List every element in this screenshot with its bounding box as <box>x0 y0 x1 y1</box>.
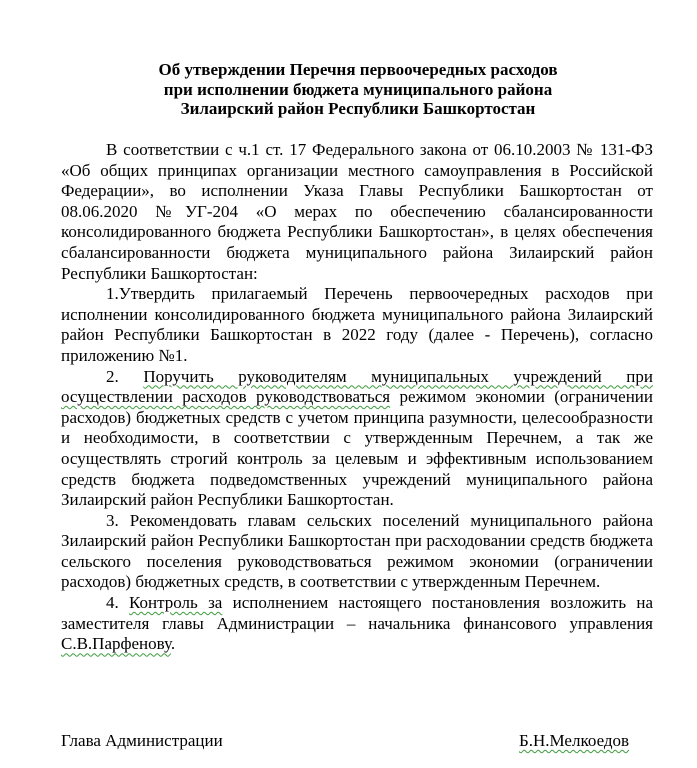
title-line-3: Зилаирский район Республики Башкортостан <box>180 99 536 118</box>
paragraph-2-number: 2. <box>106 366 144 386</box>
paragraph-1: 1.Утвердить прилагаемый Перечень первоочередных расходов при исполнении консолидированного бюджета муниципального района Зилаирский район Республики Башкортостан в 2022 году (далее - Перечень), согласно приложению №1. <box>61 284 653 365</box>
paragraph-intro: В соответствии с ч.1 ст. 17 Федерального закона от 06.10.2003 № 131-ФЗ «Об общих принципах организации местного самоуправления в Российской Федерации», во исполнении Указа Главы Республики Башкортостан от 08.06.2020 №УГ-204 «О мерах по обеспечению сбалансированности консолидированного бюджета Республики Башкортостан», в целях обеспечения сбалансированности бюджета муниципального района Зилаирский район Республики Башкортостан: <box>61 140 653 283</box>
title-line-1: Об утверждении Перечня первоочередных расходов <box>158 60 558 79</box>
paragraph-4-text: исполнением настоящего постановления возложить на заместителя главы Администрации – начальника финансового управления <box>61 593 654 633</box>
signature-position: Глава Администрации <box>61 731 223 750</box>
document-body <box>61 140 653 655</box>
title-line-2: при исполнении бюджета муниципального района <box>163 79 553 99</box>
spelling-marked-text: С.В.Парфенову <box>61 634 171 654</box>
signature-name: Б.Н.Мелкоедов <box>519 731 630 750</box>
paragraph-4-end: . <box>170 634 176 654</box>
paragraph-2-text: режимом экономии (ограничении расходов) бюджетных средств с учетом принципа разумности, целесообразности и необходимости, в соответствии с утвержденным Перечнем, а так же осуществлять строгий контроль за целевым и эффективным использованием средств бюджета подведомственных учреждений муниципального района Зилаирский район Республики Башкортостан. <box>61 387 653 510</box>
grammar-marked-text: Поручить руководителям муниципальных учреждений при осуществлении расходов руководствоваться <box>61 366 654 407</box>
paragraph-3: 3. Рекомендовать главам сельских поселений муниципального района Зилаирский район Республики Башкортостан при расходовании средств бюджета сельского поселения руководствоваться режимом экономии (ограничении расходов) бюджетных средств, в соответствии с утвержденным Перечнем. <box>61 510 653 592</box>
grammar-marked-text: Контроль за <box>129 593 223 613</box>
paragraph-2 <box>61 367 653 511</box>
paragraph-4 <box>61 593 653 655</box>
document-title <box>60 60 656 119</box>
paragraph-4-number: 4. <box>106 593 130 613</box>
